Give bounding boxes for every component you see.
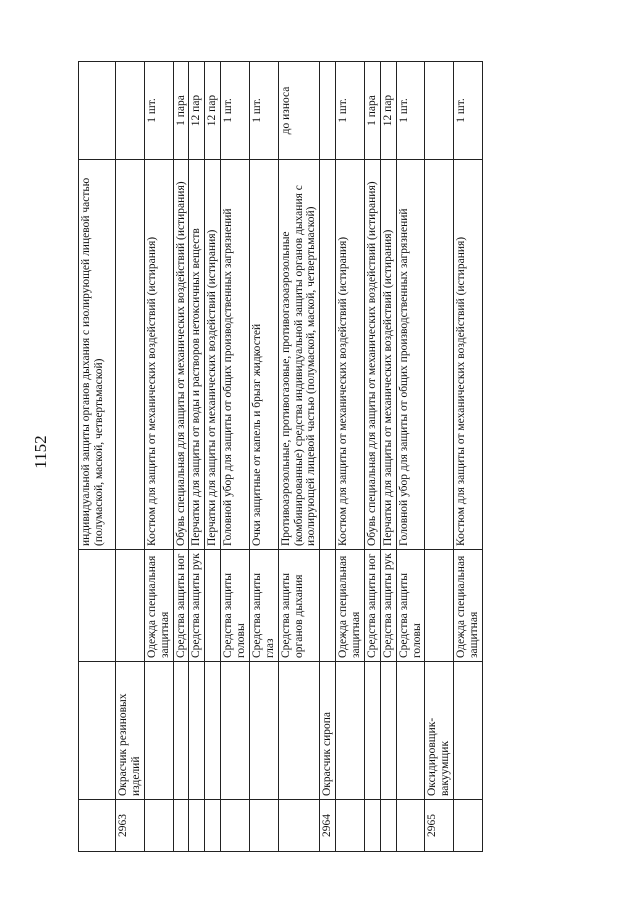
cell-ppe-type: Средства защиты ног [364,550,380,662]
table-body [79,62,483,852]
cell-ppe-type: Одежда специальная защитная [336,550,365,662]
cell-description: Перчатки для защиты от механических воздействий (истирания) [380,160,396,550]
cell-description: индивидуальной защиты органов дыхания с изолирующей лицевой частью (полумаской, маской, четвертьмаской) [79,160,116,550]
cell-number [173,800,189,852]
table-row [221,62,250,852]
cell-number [454,800,483,852]
cell-description: Обувь специальная для защиты от механических воздействий (истирания) [173,160,189,550]
cell-norm [320,62,336,160]
cell-number [364,800,380,852]
cell-norm: 1 шт. [454,62,483,160]
cell-profession [396,662,425,800]
cell-description: Костюм для защиты от механических воздействий (истирания) [454,160,483,550]
cell-profession: Окрасчик сиропа [320,662,336,800]
cell-norm: 1 пара [364,62,380,160]
cell-norm [116,62,145,160]
table-row-profession [320,62,336,852]
cell-description: Очки защитные от капель и брызг жидкостей [249,160,278,550]
cell-ppe-type [205,550,221,662]
cell-description: Костюм для защиты от механических воздействий (истирания) [336,160,365,550]
cell-number [336,800,365,852]
cell-profession [189,662,205,800]
cell-norm: 1 шт. [396,62,425,160]
cell-norm: 1 шт. [336,62,365,160]
cell-ppe-type: Средства защиты рук [380,550,396,662]
cell-ppe-type: Средства защиты рук [189,550,205,662]
cell-norm: 1 шт. [144,62,173,160]
cell-number [205,800,221,852]
cell-number: 2965 [425,800,454,852]
cell-norm: 12 пар [380,62,396,160]
table-row [380,62,396,852]
table-row-profession [425,62,454,852]
cell-description: Перчатки для защиты от механических воздействий (истирания) [205,160,221,550]
cell-norm [79,62,116,160]
ppe-norms-table [78,61,483,852]
table-row [189,62,205,852]
cell-ppe-type [116,550,145,662]
page-number: 1152 [31,435,50,469]
cell-ppe-type: Средства защиты головы [396,550,425,662]
ppe-norms-table-wrapper [78,62,628,852]
cell-ppe-type: Средства защиты головы [221,550,250,662]
cell-profession [336,662,365,800]
cell-ppe-type: Средства защиты глаз [249,550,278,662]
cell-ppe-type [79,550,116,662]
cell-ppe-type: Одежда специальная защитная [454,550,483,662]
table-row [173,62,189,852]
cell-profession [249,662,278,800]
table-row [144,62,173,852]
cell-norm [425,62,454,160]
cell-description: Костюм для защиты от механических воздействий (истирания) [144,160,173,550]
cell-profession [364,662,380,800]
cell-description [116,160,145,550]
table-row [336,62,365,852]
table-row [278,62,320,852]
cell-number [79,800,116,852]
cell-norm: 12 пар [205,62,221,160]
cell-profession [380,662,396,800]
cell-description: Противоаэрозольные, противогазовые, противогазоаэрозольные (комбинированные) средства индивидуальной защиты органов дыхания с изолирующей лицевой частью (полумаской, маской, четвертьмаской) [278,160,320,550]
table-row [249,62,278,852]
cell-norm: 1 шт. [221,62,250,160]
cell-description: Головной убор для защиты от общих производственных загрязнений [396,160,425,550]
cell-number [221,800,250,852]
cell-norm: до износа [278,62,320,160]
table-row-profession [116,62,145,852]
cell-profession [278,662,320,800]
table-row [205,62,221,852]
cell-profession [454,662,483,800]
cell-number [278,800,320,852]
cell-number [396,800,425,852]
table-row [396,62,425,852]
cell-number [189,800,205,852]
cell-ppe-type: Средства защиты органов дыхания [278,550,320,662]
table-row [454,62,483,852]
cell-ppe-type: Одежда специальная защитная [144,550,173,662]
cell-number: 2964 [320,800,336,852]
cell-ppe-type [425,550,454,662]
cell-description [425,160,454,550]
cell-profession [79,662,116,800]
cell-ppe-type [320,550,336,662]
cell-number [380,800,396,852]
cell-profession [221,662,250,800]
cell-description: Перчатки для защиты от воды и растворов нетоксичных веществ [189,160,205,550]
cell-description: Головной убор для защиты от общих производственных загрязнений [221,160,250,550]
cell-ppe-type: Средства защиты ног [173,550,189,662]
cell-profession: Окрасчик резиновых изделий [116,662,145,800]
cell-number [249,800,278,852]
table-row [364,62,380,852]
cell-description: Обувь специальная для защиты от механических воздействий (истирания) [364,160,380,550]
cell-profession [173,662,189,800]
cell-profession: Оксидировщик-вакуумщик [425,662,454,800]
cell-number [144,800,173,852]
cell-norm: 1 пара [173,62,189,160]
cell-profession [144,662,173,800]
cell-norm: 12 пар [189,62,205,160]
cell-description [320,160,336,550]
cell-profession [205,662,221,800]
cell-norm: 1 шт. [249,62,278,160]
cell-number: 2963 [116,800,145,852]
table-row-continuation [79,62,116,852]
